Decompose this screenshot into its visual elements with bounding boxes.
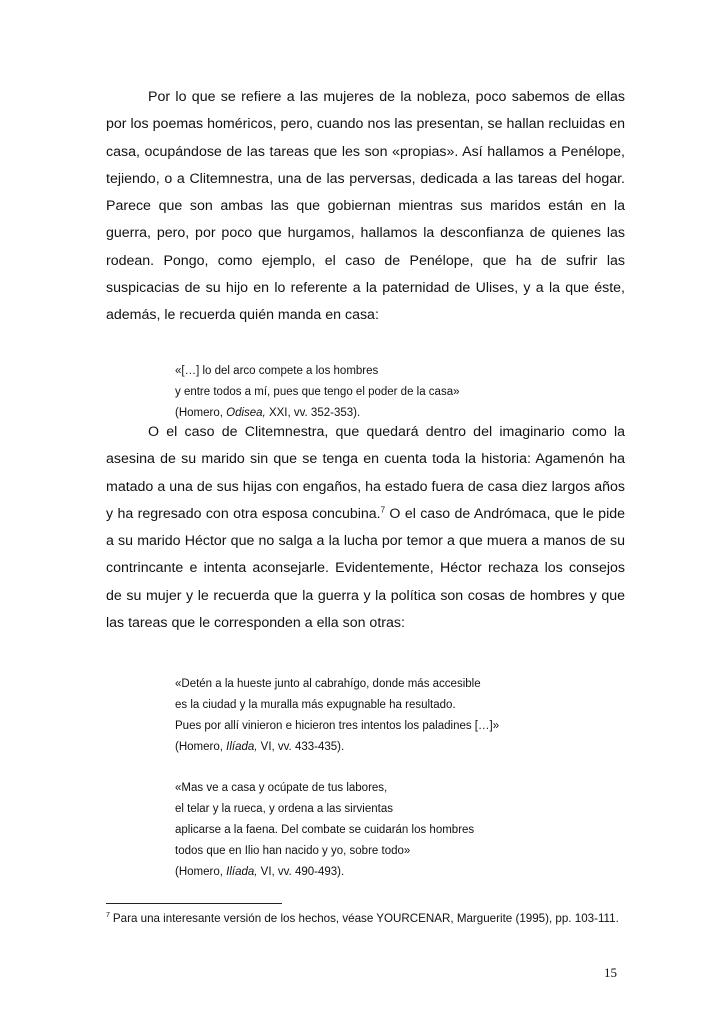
quote-line: Pues por allí vinieron e hicieron tres intentos los paladines […]» <box>175 720 500 732</box>
quote-line: «[…] lo del arco compete a los hombres <box>175 365 379 377</box>
work-title: Odisea, <box>226 407 266 419</box>
block-quote-odisea <box>175 361 635 424</box>
footnote-divider <box>106 903 282 904</box>
footnote-reference[interactable]: 7 <box>380 505 386 515</box>
footnote <box>106 908 626 929</box>
footnote-number: 7 <box>106 912 110 920</box>
paragraph-2-text-a: O el caso de Clitemnestra, que quedará dentro del imaginario como la asesina de su marido sin que se tenga en cuenta toda la historia: Agamenón ha matado a una de sus hijas con engaños, ha estado fuera de casa diez largos años y ha regresado con otra esposa concubina. <box>106 424 625 522</box>
quote-line: y entre todos a mí, pues que tengo el poder de la casa» <box>175 386 460 398</box>
quote-line: «Mas ve a casa y ocúpate de tus labores, <box>175 782 388 794</box>
work-title: Ilíada, <box>226 741 258 753</box>
quote-citation: (Homero, Odisea, XXI, vv. 352-353). <box>175 407 361 419</box>
quote-citation: (Homero, Ilíada, VI, vv. 433-435). <box>175 741 345 753</box>
paragraph-1-text: Por lo que se refiere a las mujeres de la nobleza, poco sabemos de ellas por los poemas homéricos, pero, cuando nos las presentan, se hallan recluidas en casa, ocupándose de las tareas que les son «propias». Así hallamos a Penélope, tejiendo, o a Clitemnestra, una de las perversas, dedicada a las tareas del hogar. Parece que son ambas las que gobiernan mientras sus maridos están en la guerra, pero, por poco que hurgamos, hallamos la desconfianza de quienes las rodean. Pongo, como ejemplo, el caso de Penélope, que ha de sufrir las suspicacias de su hijo en lo referente a la paternidad de Ulises, y a la que éste, además, le recuerda quién manda en casa: <box>106 89 625 324</box>
paragraph-2-text-b: O el caso de Andrómaca, que le pide a su marido Héctor que no salga a la lucha por temor a que muera a manos de su contrincante e intenta aconsejarle. Evidentemente, Héctor rechaza los consejos de su mujer y le recuerda que la guerra y la política son cosas de hombres y que las tareas que le corresponden a ella son otras: <box>106 505 626 632</box>
quote-line: es la ciudad y la muralla más expugnable ha resultado. <box>175 699 456 711</box>
block-quote-iliada-1 <box>175 674 635 758</box>
quote-line: «Detén a la hueste junto al cabrahígo, donde más accesible <box>175 678 481 690</box>
work-title: Ilíada, <box>226 866 258 878</box>
quote-line: todos que en Ilio han nacido y yo, sobre todo» <box>175 845 411 857</box>
page-number: 15 <box>604 965 617 980</box>
block-quote-iliada-2 <box>175 778 635 883</box>
quote-citation: (Homero, Ilíada, VI, vv. 490-493). <box>175 866 345 878</box>
footnote-text: Para una interesante versión de los hechos, véase YOURCENAR, Marguerite (1995), pp. 103-111. <box>112 912 619 925</box>
body-paragraph-1 <box>106 84 625 330</box>
quote-line: el telar y la rueca, y ordena a las sirvientas <box>175 803 393 815</box>
body-paragraph-2 <box>106 419 625 637</box>
quote-line: aplicarse a la faena. Del combate se cuidarán los hombres <box>175 824 475 836</box>
